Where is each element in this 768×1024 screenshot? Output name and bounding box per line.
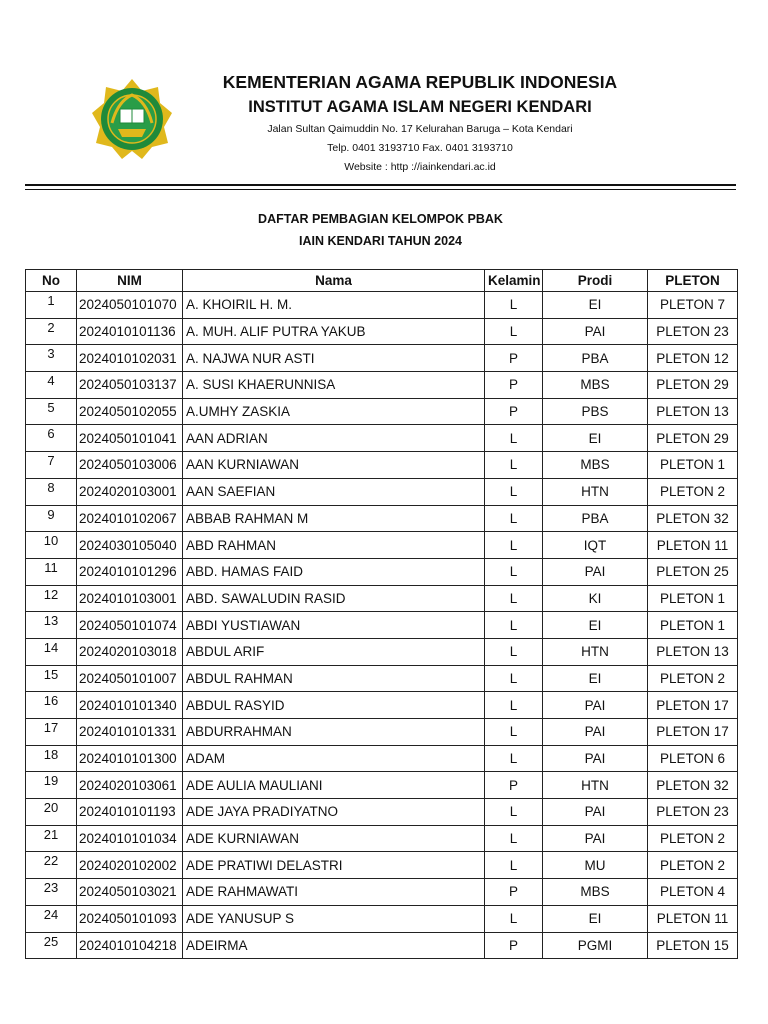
row-nama: ADE KURNIAWAN — [183, 825, 485, 852]
row-prodi: PAI — [543, 825, 648, 852]
row-prodi: MU — [543, 852, 648, 879]
row-pleton: PLETON 13 — [648, 398, 738, 425]
row-kelamin: P — [485, 345, 543, 372]
row-prodi: PBA — [543, 505, 648, 532]
row-nim: 2024050101070 — [77, 292, 183, 319]
row-nama: A. KHOIRIL H. M. — [183, 292, 485, 319]
row-prodi: MBS — [543, 372, 648, 399]
row-nama: ADE AULIA MAULIANI — [183, 772, 485, 799]
table-row — [26, 852, 738, 879]
group-assignment-table — [25, 269, 738, 959]
row-pleton: PLETON 25 — [648, 558, 738, 585]
row-no: 1 — [26, 292, 77, 319]
table-header-row — [26, 270, 738, 292]
row-prodi: MBS — [543, 452, 648, 479]
row-prodi: PBS — [543, 398, 648, 425]
row-nama: ABD. SAWALUDIN RASID — [183, 585, 485, 612]
column-header-pleton: PLETON — [648, 270, 738, 292]
row-prodi: PBA — [543, 345, 648, 372]
row-pleton: PLETON 1 — [648, 612, 738, 639]
row-pleton: PLETON 29 — [648, 425, 738, 452]
row-prodi: MBS — [543, 879, 648, 906]
row-nim: 2024010103001 — [77, 585, 183, 612]
row-kelamin: P — [485, 772, 543, 799]
document-subtitle: IAIN KENDARI TAHUN 2024 — [299, 234, 462, 248]
row-no: 14 — [26, 638, 77, 665]
row-kelamin: P — [485, 398, 543, 425]
row-prodi: HTN — [543, 478, 648, 505]
row-nama: ABDURRAHMAN — [183, 719, 485, 746]
row-nama: ABBAB RAHMAN M — [183, 505, 485, 532]
row-nim: 2024030105040 — [77, 532, 183, 559]
row-nama: ADE RAHMAWATI — [183, 879, 485, 906]
row-nama: ABDUL RASYID — [183, 692, 485, 719]
row-prodi: PAI — [543, 558, 648, 585]
row-prodi: PAI — [543, 318, 648, 345]
row-pleton: PLETON 32 — [648, 772, 738, 799]
row-pleton: PLETON 13 — [648, 638, 738, 665]
row-kelamin: L — [485, 692, 543, 719]
row-kelamin: L — [485, 425, 543, 452]
row-nama: ADE JAYA PRADIYATNO — [183, 799, 485, 826]
row-no: 23 — [26, 879, 77, 906]
table-row — [26, 745, 738, 772]
row-prodi: PAI — [543, 745, 648, 772]
row-prodi: PAI — [543, 799, 648, 826]
table-row — [26, 879, 738, 906]
row-nama: ABDI YUSTIAWAN — [183, 612, 485, 639]
ministry-name: KEMENTERIAN AGAMA REPUBLIK INDONESIA — [222, 72, 618, 92]
row-nama: AAN SAEFIAN — [183, 478, 485, 505]
row-kelamin: P — [485, 932, 543, 959]
row-kelamin: L — [485, 532, 543, 559]
row-nim: 2024050101007 — [77, 665, 183, 692]
row-nama: ABD. HAMAS FAID — [183, 558, 485, 585]
row-nim: 2024020103001 — [77, 478, 183, 505]
row-nim: 2024010102031 — [77, 345, 183, 372]
row-nama: A. SUSI KHAERUNNISA — [183, 372, 485, 399]
row-nama: A.UMHY ZASKIA — [183, 398, 485, 425]
institute-address: Jalan Sultan Qaimuddin No. 17 Kelurahan Baruga – Kota Kendari — [267, 123, 573, 135]
row-nama: ABD RAHMAN — [183, 532, 485, 559]
iain-kendari-logo — [90, 77, 174, 161]
row-kelamin: L — [485, 292, 543, 319]
row-pleton: PLETON 2 — [648, 852, 738, 879]
row-prodi: KI — [543, 585, 648, 612]
row-pleton: PLETON 29 — [648, 372, 738, 399]
row-prodi: IQT — [543, 532, 648, 559]
row-pleton: PLETON 2 — [648, 665, 738, 692]
institute-website: Website : http ://iainkendari.ac.id — [344, 161, 496, 173]
row-pleton: PLETON 2 — [648, 478, 738, 505]
row-no: 2 — [26, 318, 77, 345]
row-nim: 2024010101034 — [77, 825, 183, 852]
table-row — [26, 532, 738, 559]
row-no: 25 — [26, 932, 77, 959]
row-prodi: EI — [543, 905, 648, 932]
row-nama: ADE YANUSUP S — [183, 905, 485, 932]
row-no: 9 — [26, 505, 77, 532]
header-divider-thin — [25, 189, 736, 190]
row-pleton: PLETON 11 — [648, 532, 738, 559]
table-row — [26, 719, 738, 746]
row-pleton: PLETON 11 — [648, 905, 738, 932]
row-no: 22 — [26, 852, 77, 879]
row-prodi: PGMI — [543, 932, 648, 959]
row-no: 13 — [26, 612, 77, 639]
row-pleton: PLETON 17 — [648, 719, 738, 746]
row-prodi: HTN — [543, 638, 648, 665]
row-no: 15 — [26, 665, 77, 692]
column-header-no: No — [26, 270, 77, 292]
row-kelamin: L — [485, 905, 543, 932]
row-nim: 2024010101296 — [77, 558, 183, 585]
row-pleton: PLETON 6 — [648, 745, 738, 772]
table-row — [26, 558, 738, 585]
institute-name: INSTITUT AGAMA ISLAM NEGERI KENDARI — [248, 98, 592, 116]
row-kelamin: L — [485, 558, 543, 585]
row-nama: AAN KURNIAWAN — [183, 452, 485, 479]
row-nim: 2024020103018 — [77, 638, 183, 665]
row-kelamin: L — [485, 825, 543, 852]
table-row — [26, 585, 738, 612]
row-nim: 2024050102055 — [77, 398, 183, 425]
row-prodi: EI — [543, 292, 648, 319]
row-kelamin: L — [485, 318, 543, 345]
row-nim: 2024020102002 — [77, 852, 183, 879]
row-pleton: PLETON 23 — [648, 318, 738, 345]
row-pleton: PLETON 12 — [648, 345, 738, 372]
row-kelamin: L — [485, 852, 543, 879]
row-pleton: PLETON 32 — [648, 505, 738, 532]
row-pleton: PLETON 7 — [648, 292, 738, 319]
row-nim: 2024050103006 — [77, 452, 183, 479]
row-nim: 2024010104218 — [77, 932, 183, 959]
row-kelamin: P — [485, 879, 543, 906]
row-kelamin: L — [485, 612, 543, 639]
row-no: 5 — [26, 398, 77, 425]
row-kelamin: L — [485, 478, 543, 505]
table-row — [26, 932, 738, 959]
table-row — [26, 425, 738, 452]
row-nim: 2024010101340 — [77, 692, 183, 719]
row-no: 21 — [26, 825, 77, 852]
table-row — [26, 825, 738, 852]
row-prodi: PAI — [543, 719, 648, 746]
row-nim: 2024050103137 — [77, 372, 183, 399]
table-row — [26, 905, 738, 932]
table-row — [26, 345, 738, 372]
row-pleton: PLETON 1 — [648, 585, 738, 612]
table-row — [26, 612, 738, 639]
row-nim: 2024020103061 — [77, 772, 183, 799]
row-pleton: PLETON 4 — [648, 879, 738, 906]
row-no: 6 — [26, 425, 77, 452]
row-nim: 2024050101041 — [77, 425, 183, 452]
row-no: 11 — [26, 558, 77, 585]
row-pleton: PLETON 2 — [648, 825, 738, 852]
table-row — [26, 318, 738, 345]
row-no: 12 — [26, 585, 77, 612]
row-nim: 2024010101331 — [77, 719, 183, 746]
row-kelamin: P — [485, 372, 543, 399]
row-nama: ADEIRMA — [183, 932, 485, 959]
table-row — [26, 505, 738, 532]
row-nama: ADE PRATIWI DELASTRI — [183, 852, 485, 879]
row-pleton: PLETON 17 — [648, 692, 738, 719]
row-nim: 2024010101300 — [77, 745, 183, 772]
row-nim: 2024050103021 — [77, 879, 183, 906]
row-pleton: PLETON 15 — [648, 932, 738, 959]
row-no: 16 — [26, 692, 77, 719]
row-nama: AAN ADRIAN — [183, 425, 485, 452]
column-header-nama: Nama — [183, 270, 485, 292]
row-no: 19 — [26, 772, 77, 799]
row-prodi: EI — [543, 612, 648, 639]
row-kelamin: L — [485, 638, 543, 665]
row-nim: 2024050101074 — [77, 612, 183, 639]
row-pleton: PLETON 1 — [648, 452, 738, 479]
column-header-prodi: Prodi — [543, 270, 648, 292]
row-kelamin: L — [485, 452, 543, 479]
row-nim: 2024010102067 — [77, 505, 183, 532]
row-no: 20 — [26, 799, 77, 826]
document-title: DAFTAR PEMBAGIAN KELOMPOK PBAK — [258, 212, 503, 226]
table-row — [26, 372, 738, 399]
table-row — [26, 692, 738, 719]
row-kelamin: L — [485, 719, 543, 746]
institute-phone: Telp. 0401 3193710 Fax. 0401 3193710 — [327, 142, 513, 154]
row-kelamin: L — [485, 665, 543, 692]
row-no: 18 — [26, 745, 77, 772]
row-kelamin: L — [485, 745, 543, 772]
table-row — [26, 799, 738, 826]
row-nama: ABDUL ARIF — [183, 638, 485, 665]
row-nama: ABDUL RAHMAN — [183, 665, 485, 692]
table-row — [26, 452, 738, 479]
row-prodi: PAI — [543, 692, 648, 719]
row-nama: A. NAJWA NUR ASTI — [183, 345, 485, 372]
row-kelamin: L — [485, 585, 543, 612]
row-no: 24 — [26, 905, 77, 932]
row-no: 3 — [26, 345, 77, 372]
row-nim: 2024010101136 — [77, 318, 183, 345]
table-row — [26, 665, 738, 692]
column-header-nim: NIM — [77, 270, 183, 292]
row-nim: 2024050101093 — [77, 905, 183, 932]
row-no: 4 — [26, 372, 77, 399]
row-no: 7 — [26, 452, 77, 479]
row-prodi: HTN — [543, 772, 648, 799]
table-row — [26, 292, 738, 319]
table-row — [26, 772, 738, 799]
row-nama: A. MUH. ALIF PUTRA YAKUB — [183, 318, 485, 345]
row-nim: 2024010101193 — [77, 799, 183, 826]
row-no: 8 — [26, 478, 77, 505]
row-kelamin: L — [485, 505, 543, 532]
table-row — [26, 478, 738, 505]
table-row — [26, 638, 738, 665]
table-row — [26, 398, 738, 425]
row-prodi: EI — [543, 665, 648, 692]
column-header-kelamin: Kelamin — [485, 270, 543, 292]
row-kelamin: L — [485, 799, 543, 826]
row-prodi: EI — [543, 425, 648, 452]
row-no: 10 — [26, 532, 77, 559]
row-no: 17 — [26, 719, 77, 746]
row-nama: ADAM — [183, 745, 485, 772]
row-pleton: PLETON 23 — [648, 799, 738, 826]
header-divider-thick — [25, 184, 736, 186]
